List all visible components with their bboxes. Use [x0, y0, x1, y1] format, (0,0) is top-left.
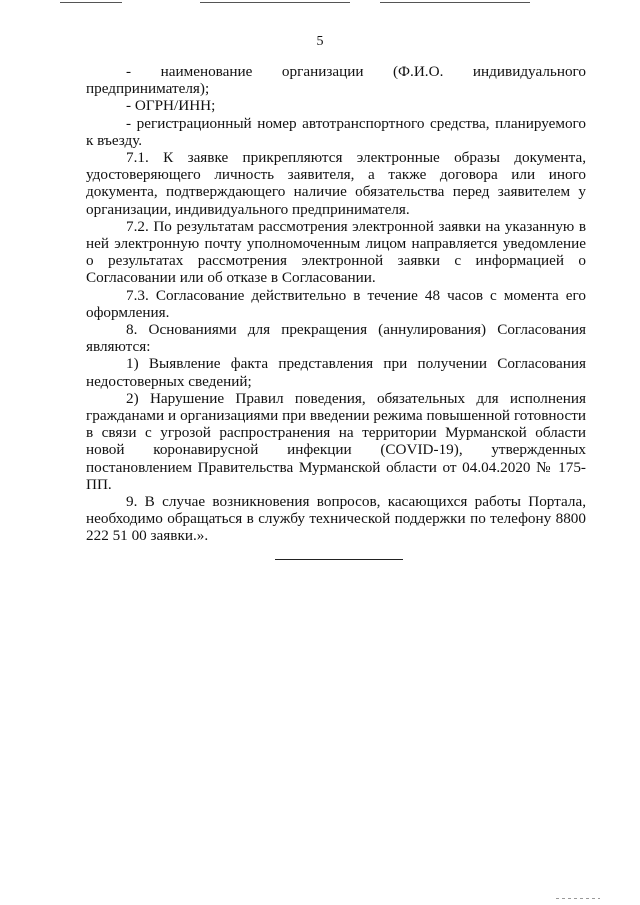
- top-scan-line-right: [380, 2, 530, 3]
- list-item-organization-name: - наименование организации (Ф.И.О. индивидуального предпринимателя);: [86, 63, 586, 98]
- clause-9: 9. В случае возникновения вопросов, касающихся работы Портала, необходимо обращаться в службу технической поддержки по телефону 8800 222 51 00 заявки.».: [86, 493, 586, 545]
- list-item-ogrn-inn: - ОГРН/ИНН;: [126, 97, 216, 115]
- top-scan-line-left: [60, 2, 122, 3]
- top-scan-line-middle: [200, 2, 350, 3]
- end-of-document-rule: [275, 559, 403, 560]
- clause-7-2: 7.2. По результатам рассмотрения электронной заявки на указанную в ней электронную почту уполномоченным лицом направляется уведомление о результатах рассмотрения электронной заявки с информацией о Согласовании или об отказе в Согласовании.: [86, 217, 586, 287]
- page-number: 5: [316, 34, 324, 49]
- clause-8-item-2: 2) Нарушение Правил поведения, обязательных для исполнения гражданами и организациями при введении режима повышенной готовности в связи с угрозой распространения на территории Мурманской области новой коронавирусной инфекции (COVID-19), утвержденных постановлением Правительства Мурманской области от 04.04.2020 № 175-ПП.: [86, 389, 586, 493]
- clause-7-1: 7.1. К заявке прикрепляются электронные образы документа, удостоверяющего личность заявителя, а также договора или иного документа, подтверждающего наличие обязательства перед заявителем у организации, индивидуального предпринимателя.: [86, 149, 586, 218]
- document-body: [86, 63, 586, 545]
- footer-scan-mark: [556, 898, 600, 899]
- clause-8-item-1: 1) Выявление факта представления при получении Согласования недостоверных сведений;: [86, 355, 586, 390]
- clause-7-3: 7.3. Согласование действительно в течение 48 часов с момента его оформления.: [86, 286, 586, 321]
- clause-8: 8. Основаниями для прекращения (аннулирования) Согласования являются:: [86, 321, 586, 356]
- list-item-vehicle-number: - регистрационный номер автотранспортного средства, планируемого к въезду.: [86, 114, 586, 149]
